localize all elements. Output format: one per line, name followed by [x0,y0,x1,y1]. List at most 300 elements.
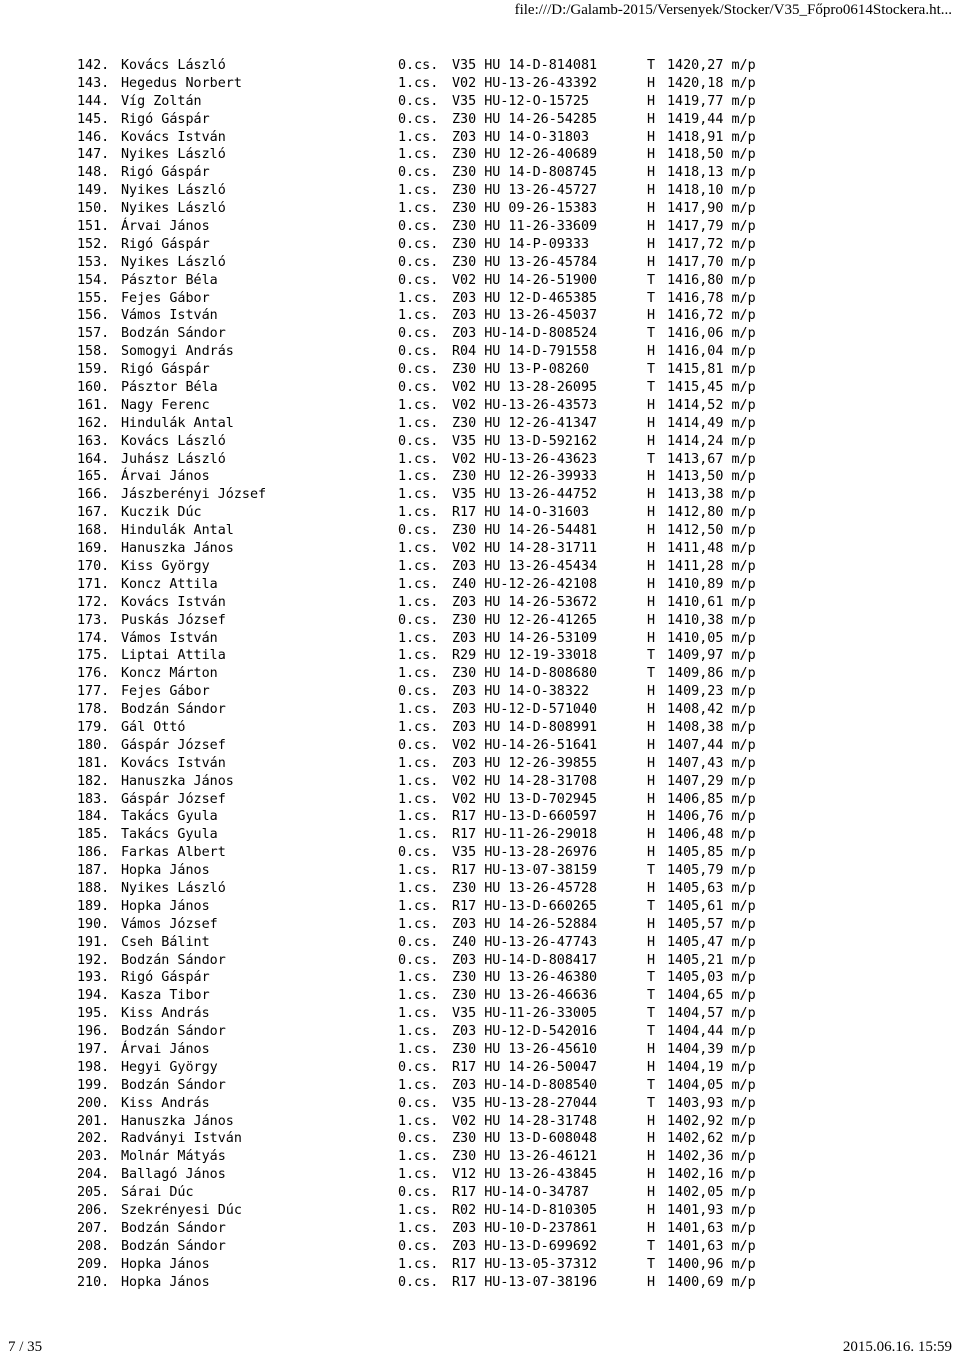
ring-number: Z03 HU 13-26-45037 [452,308,598,324]
ring-number: Z30 HU 13-D-608048 [452,1131,598,1147]
ring-number: Z30 HU 14-D-808680 [452,666,598,682]
ring-number: V02 HU 13-D-702945 [452,791,598,807]
owner-name: Takács Gyula [121,809,218,825]
result-row [77,272,777,290]
owner-name: Nagy Ferenc [121,397,210,413]
owner-name: Hindulák Antal [121,523,234,539]
owner-name: Bodzán Sándor [121,326,226,342]
owner-name: Kiss András [121,1095,210,1111]
ring-number: Z03 HU 14-26-53109 [452,630,598,646]
result-row [77,57,777,75]
sex: T [647,58,656,73]
ring-number: R04 HU 14-D-791558 [452,344,598,360]
age-class: 1.cs. [398,719,439,735]
owner-name: Jászberényi József [121,487,267,503]
rank: 158. [77,344,110,360]
sex: H [647,236,656,252]
owner-name: Bodzán Sándor [121,952,226,968]
age-class: 1.cs. [398,1041,439,1057]
age-class: 1.cs. [398,1203,439,1218]
owner-name: Gáspár József [121,791,226,807]
result-row [77,468,777,486]
ring-number: Z03 HU-13-D-699692 [452,1238,598,1254]
rank: 188. [77,880,110,896]
owner-name: Ballagó János [121,1167,226,1183]
ring-number: Z03 HU 14-26-53672 [452,594,598,610]
owner-name: Nyikes László [121,183,226,199]
owner-name: Hindulák Antal [121,415,234,431]
result-row [77,844,777,862]
speed: 1413,38 m/p [667,487,756,503]
owner-name: Árvai János [121,219,210,235]
ring-number: V35 HU-13-28-26976 [452,845,598,861]
result-row [77,433,777,451]
rank: 207. [77,1220,110,1236]
result-row [77,1166,777,1184]
ring-number: Z30 HU 11-26-33609 [452,219,598,235]
speed: 1402,62 m/p [667,1131,756,1147]
speed: 1420,27 m/p [667,58,756,73]
owner-name: Hopka János [121,863,210,879]
rank: 204. [77,1167,110,1183]
speed: 1420,18 m/p [667,75,756,91]
result-row [77,522,777,540]
rank: 198. [77,1059,110,1075]
result-row [77,630,777,648]
rank: 199. [77,1077,110,1093]
age-class: 0.cs. [398,1059,439,1075]
speed: 1418,13 m/p [667,165,756,181]
owner-name: Hopka János [121,898,210,914]
result-row [77,1256,777,1274]
sex: T [647,1256,656,1272]
age-class: 1.cs. [398,397,439,413]
speed: 1418,91 m/p [667,129,756,145]
age-class: 1.cs. [398,791,439,807]
owner-name: Pásztor Béla [121,380,218,396]
ring-number: Z30 HU 12-26-41347 [452,415,598,431]
age-class: 1.cs. [398,505,439,521]
owner-name: Hanuszka János [121,1113,234,1129]
owner-name: Nyikes László [121,201,226,217]
ring-number: Z40 HU-12-26-42108 [452,576,598,592]
speed: 1406,85 m/p [667,791,756,807]
ring-number: Z03 HU 12-D-465385 [452,290,598,306]
owner-name: Farkas Albert [121,845,226,861]
result-row [77,397,777,415]
result-row [77,683,777,701]
rank: 201. [77,1113,110,1129]
owner-name: Kovács István [121,129,226,145]
age-class: 0.cs. [398,1185,439,1201]
rank: 173. [77,612,110,628]
owner-name: Hopka János [121,1256,210,1272]
owner-name: Árvai János [121,469,210,485]
owner-name: Hopka János [121,1274,210,1290]
sex: H [647,308,656,324]
result-row [77,808,777,826]
sex: H [647,433,656,449]
rank: 195. [77,1006,110,1022]
speed: 1404,39 m/p [667,1041,756,1057]
owner-name: Liptai Attila [121,648,226,664]
speed: 1416,80 m/p [667,272,756,288]
owner-name: Kovács István [121,755,226,771]
owner-name: Rigó Gáspár [121,362,210,378]
sex: H [647,469,656,485]
age-class: 0.cs. [398,254,439,270]
speed: 1416,72 m/p [667,308,756,324]
ring-number: V02 HU 13-28-26095 [452,380,598,396]
ring-number: V02 HU-13-26-43623 [452,451,598,467]
age-class: 0.cs. [398,344,439,360]
result-row [77,969,777,987]
owner-name: Hanuszka János [121,541,234,557]
age-class: 1.cs. [398,898,439,914]
owner-name: Nyikes László [121,880,226,896]
result-row [77,1202,777,1220]
result-row [77,254,777,272]
sex: H [647,1167,656,1183]
rank: 142. [77,58,110,73]
rank: 191. [77,934,110,950]
ring-number: R17 HU-14-O-34787 [452,1185,590,1201]
age-class: 1.cs. [398,183,439,199]
rank: 178. [77,702,110,718]
age-class: 0.cs. [398,380,439,396]
age-class: 1.cs. [398,75,439,91]
age-class: 0.cs. [398,111,439,127]
ring-number: Z03 HU-12-D-571040 [452,702,598,718]
speed: 1412,80 m/p [667,505,756,521]
speed: 1400,69 m/p [667,1274,756,1290]
speed: 1410,38 m/p [667,612,756,628]
age-class: 1.cs. [398,1006,439,1022]
speed: 1412,50 m/p [667,523,756,539]
ring-number: Z03 HU-14-D-808540 [452,1077,598,1093]
result-row [77,486,777,504]
speed: 1414,24 m/p [667,433,756,449]
sex: H [647,594,656,610]
result-row [77,182,777,200]
rank: 151. [77,219,110,235]
sex: H [647,1059,656,1075]
rank: 162. [77,415,110,431]
sex: T [647,988,656,1004]
ring-number: V35 HU 13-26-44752 [452,487,598,503]
age-class: 0.cs. [398,1131,439,1147]
owner-name: Szekrényesi Dúc [121,1203,242,1218]
result-row [77,594,777,612]
result-row [77,1220,777,1238]
speed: 1405,03 m/p [667,970,756,986]
ring-number: R17 HU-13-D-660597 [452,809,598,825]
result-row [77,755,777,773]
ring-number: Z03 HU 14-26-52884 [452,916,598,932]
rank: 163. [77,433,110,449]
sex: H [647,201,656,217]
result-row [77,826,777,844]
ring-number: Z30 HU 13-26-46121 [452,1149,598,1165]
ring-number: R17 HU-13-05-37312 [452,1256,598,1272]
speed: 1402,16 m/p [667,1167,756,1183]
age-class: 1.cs. [398,487,439,503]
rank: 190. [77,916,110,932]
sex: H [647,147,656,163]
ring-number: V02 HU 14-28-31748 [452,1113,598,1129]
rank: 182. [77,773,110,789]
rank: 170. [77,558,110,574]
age-class: 1.cs. [398,129,439,145]
sex: H [647,415,656,431]
ring-number: V02 HU-14-26-51641 [452,737,598,753]
rank: 196. [77,1024,110,1040]
owner-name: Gáspár József [121,737,226,753]
speed: 1407,43 m/p [667,755,756,771]
age-class: 1.cs. [398,201,439,217]
ring-number: V35 HU-13-28-27044 [452,1095,598,1111]
result-row [77,880,777,898]
result-row [77,415,777,433]
age-class: 1.cs. [398,1024,439,1040]
result-row [77,665,777,683]
result-row [77,1274,777,1292]
speed: 1416,04 m/p [667,344,756,360]
sex: H [647,612,656,628]
ring-number: Z30 HU 13-26-45784 [452,254,598,270]
rank: 143. [77,75,110,91]
speed: 1404,05 m/p [667,1077,756,1093]
rank: 164. [77,451,110,467]
age-class: 1.cs. [398,594,439,610]
rank: 155. [77,290,110,306]
sex: T [647,451,656,467]
ring-number: V02 HU-13-26-43392 [452,75,598,91]
age-class: 1.cs. [398,988,439,1004]
owner-name: Hanuszka János [121,773,234,789]
owner-name: Fejes Gábor [121,290,210,306]
speed: 1408,38 m/p [667,719,756,735]
speed: 1404,57 m/p [667,1006,756,1022]
sex: H [647,111,656,127]
speed: 1417,72 m/p [667,236,756,252]
age-class: 0.cs. [398,1274,439,1290]
rank: 147. [77,147,110,163]
rank: 203. [77,1149,110,1165]
rank: 157. [77,326,110,342]
ring-number: Z03 HU-10-D-237861 [452,1220,598,1236]
result-row [77,934,777,952]
sex: H [647,1041,656,1057]
rank: 146. [77,129,110,145]
owner-name: Bodzán Sándor [121,1238,226,1254]
result-row [77,164,777,182]
owner-name: Radványi István [121,1131,242,1147]
speed: 1408,42 m/p [667,702,756,718]
result-row [77,719,777,737]
ring-number: Z03 HU-14-D-808417 [452,952,598,968]
ring-number: R17 HU-13-D-660265 [452,898,598,914]
ring-number: R17 HU 14-O-31603 [452,505,590,521]
result-row [77,647,777,665]
rank: 159. [77,362,110,378]
speed: 1404,65 m/p [667,988,756,1004]
owner-name: Kuczik Dúc [121,505,202,521]
ring-number: Z30 HU 13-26-46636 [452,988,598,1004]
page-counter: 7 / 35 [8,1339,43,1355]
result-row [77,1005,777,1023]
speed: 1416,78 m/p [667,290,756,306]
sex: H [647,541,656,557]
rank: 180. [77,737,110,753]
result-row [77,791,777,809]
result-row [77,773,777,791]
ring-number: Z30 HU 13-26-45727 [452,183,598,199]
speed: 1419,77 m/p [667,93,756,109]
sex: H [647,505,656,521]
result-row [77,218,777,236]
sex: H [647,630,656,646]
owner-name: Kasza Tibor [121,988,210,1004]
speed: 1415,45 m/p [667,380,756,396]
speed: 1409,97 m/p [667,648,756,664]
owner-name: Molnár Mátyás [121,1149,226,1165]
ring-number: V35 HU 13-D-592162 [452,433,598,449]
owner-name: Koncz Attila [121,576,218,592]
ring-number: Z30 HU 12-26-39933 [452,469,598,485]
ring-number: R17 HU-11-26-29018 [452,827,598,843]
rank: 174. [77,630,110,646]
rank: 194. [77,988,110,1004]
owner-name: Vámos István [121,308,218,324]
sex: H [647,1185,656,1201]
sex: T [647,1238,656,1254]
speed: 1409,86 m/p [667,666,756,682]
rank: 169. [77,541,110,557]
age-class: 0.cs. [398,1095,439,1111]
speed: 1419,44 m/p [667,111,756,127]
result-row [77,1148,777,1166]
sex: T [647,648,656,664]
result-row [77,558,777,576]
result-row [77,146,777,164]
result-row [77,612,777,630]
result-row [77,504,777,522]
sex: H [647,254,656,270]
rank: 186. [77,845,110,861]
result-row [77,1041,777,1059]
rank: 144. [77,93,110,109]
sex: H [647,880,656,896]
sex: H [647,702,656,718]
sex: H [647,684,656,700]
age-class: 1.cs. [398,970,439,986]
age-class: 0.cs. [398,433,439,449]
result-row [77,200,777,218]
ring-number: V12 HU 13-26-43845 [452,1167,598,1183]
sex: T [647,1095,656,1111]
sex: H [647,791,656,807]
owner-name: Bodzán Sándor [121,702,226,718]
print-datetime: 2015.06.16. 15:59 [842,1339,952,1355]
owner-name: Somogyi András [121,344,234,360]
rank: 187. [77,863,110,879]
result-row [77,93,777,111]
sex: T [647,863,656,879]
rank: 145. [77,111,110,127]
ring-number: Z30 HU 09-26-15383 [452,201,598,217]
ring-number: R17 HU-13-07-38196 [452,1274,598,1290]
age-class: 0.cs. [398,58,439,73]
sex: H [647,183,656,199]
speed: 1417,70 m/p [667,254,756,270]
result-row [77,290,777,308]
rank: 167. [77,505,110,521]
sex: T [647,1077,656,1093]
result-row [77,236,777,254]
sex: H [647,737,656,753]
result-row [77,325,777,343]
speed: 1400,96 m/p [667,1256,756,1272]
rank: 154. [77,272,110,288]
owner-name: Rigó Gáspár [121,970,210,986]
speed: 1402,92 m/p [667,1113,756,1129]
results-list [77,57,777,1291]
age-class: 1.cs. [398,1167,439,1183]
sex: H [647,952,656,968]
result-row [77,576,777,594]
sex: H [647,558,656,574]
sex: T [647,666,656,682]
age-class: 1.cs. [398,469,439,485]
rank: 208. [77,1238,110,1254]
sex: T [647,362,656,378]
owner-name: Fejes Gábor [121,684,210,700]
result-row [77,1059,777,1077]
age-class: 1.cs. [398,773,439,789]
age-class: 0.cs. [398,165,439,181]
rank: 161. [77,397,110,413]
owner-name: Kiss György [121,558,210,574]
ring-number: Z03 HU 14-D-808991 [452,719,598,735]
speed: 1401,93 m/p [667,1203,756,1218]
ring-number: Z03 HU 13-26-45434 [452,558,598,574]
owner-name: Vámos István [121,630,218,646]
speed: 1411,28 m/p [667,558,756,574]
speed: 1410,61 m/p [667,594,756,610]
sex: H [647,219,656,235]
ring-number: Z03 HU-14-D-808524 [452,326,598,342]
sex: H [647,1220,656,1236]
result-row [77,361,777,379]
rank: 202. [77,1131,110,1147]
rank: 209. [77,1256,110,1272]
age-class: 1.cs. [398,702,439,718]
result-row [77,737,777,755]
owner-name: Rigó Gáspár [121,236,210,252]
ring-number: Z40 HU-13-26-47743 [452,934,598,950]
age-class: 1.cs. [398,1256,439,1272]
age-class: 0.cs. [398,737,439,753]
age-class: 0.cs. [398,952,439,968]
owner-name: Kovács László [121,433,226,449]
sex: H [647,129,656,145]
ring-number: V35 HU 14-D-814081 [452,58,598,73]
speed: 1402,05 m/p [667,1185,756,1201]
sex: H [647,809,656,825]
speed: 1405,61 m/p [667,898,756,914]
speed: 1403,93 m/p [667,1095,756,1111]
